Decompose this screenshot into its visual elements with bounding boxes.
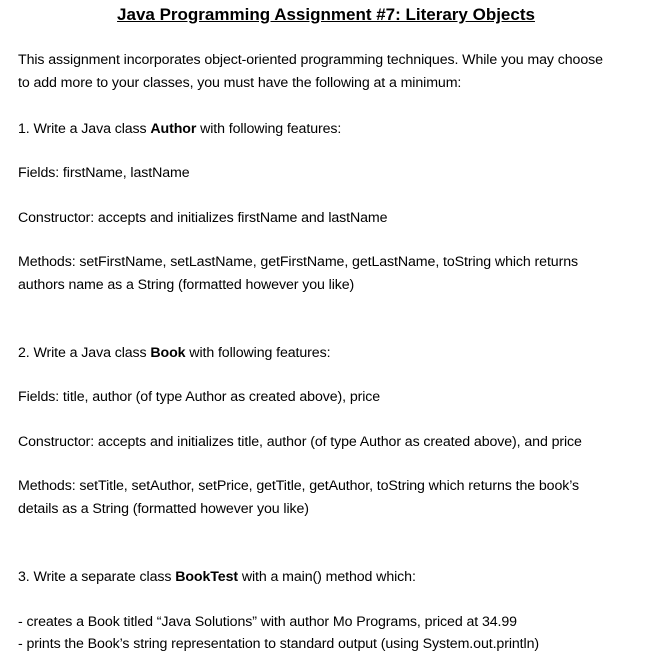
section1-methods-line-2: authors name as a String (formatted however you like): [18, 277, 355, 293]
section1-class-name: Author: [150, 121, 197, 137]
section3-bullet-1: - creates a Book titled “Java Solutions” with author Mo Programs, priced at 34.99: [18, 614, 517, 630]
section2-heading-suffix: with following features:: [185, 345, 331, 361]
document-title: Java Programming Assignment #7: Literary Objects: [117, 5, 535, 24]
intro-line-2: to add more to your classes, you must have the following at a minimum:: [18, 75, 462, 91]
section2-constructor: Constructor: accepts and initializes title, author (of type Author as created above), and price: [18, 434, 582, 450]
section3-bullet-2: - prints the Book’s string representation to standard output (using System.out.println): [18, 636, 539, 652]
section3-class-name: BookTest: [175, 569, 239, 585]
section3-heading: [18, 568, 416, 586]
section1-heading-prefix: 1. Write a Java class: [18, 121, 151, 137]
section1-fields: Fields: firstName, lastName: [18, 165, 190, 181]
section3-heading-suffix: with a main() method which:: [238, 569, 416, 585]
section2-methods-line-2: details as a String (formatted however you like): [18, 501, 309, 517]
section1-heading-suffix: with following features:: [196, 121, 342, 137]
intro-line-1: This assignment incorporates object-oriented programming techniques. While you may choose: [18, 52, 603, 68]
section2-fields: Fields: title, author (of type Author as created above), price: [18, 389, 381, 405]
section1-heading: [18, 120, 341, 138]
section2-class-name: Book: [150, 345, 186, 361]
section3-heading-prefix: 3. Write a separate class: [18, 569, 176, 585]
section2-methods-line-1: Methods: setTitle, setAuthor, setPrice, getTitle, getAuthor, toString which returns the book’s: [18, 478, 580, 494]
section2-heading: [18, 344, 330, 362]
section1-constructor: Constructor: accepts and initializes firstName and lastName: [18, 210, 388, 226]
section2-heading-prefix: 2. Write a Java class: [18, 345, 151, 361]
section1-methods-line-1: Methods: setFirstName, setLastName, getFirstName, getLastName, toString which returns: [18, 254, 579, 270]
